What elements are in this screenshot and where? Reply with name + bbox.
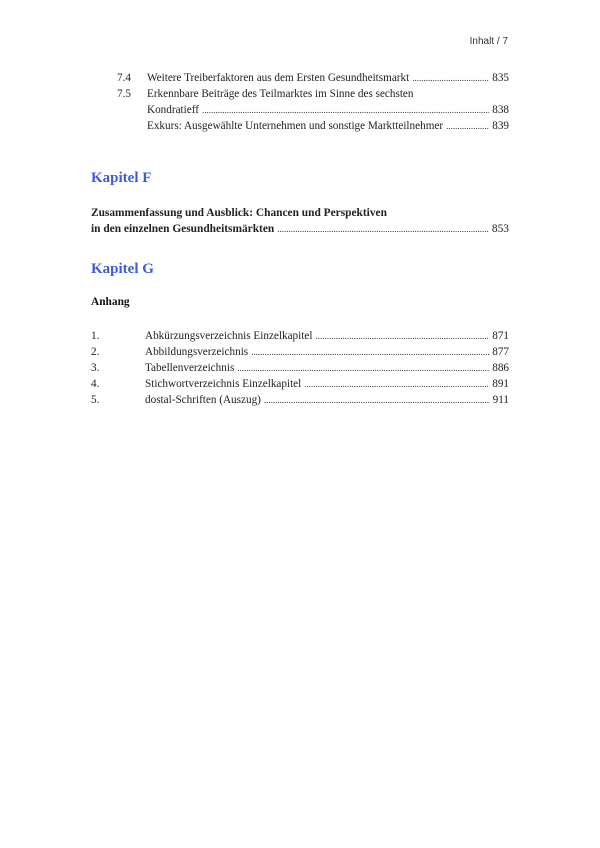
toc-entry [91, 205, 509, 221]
page-header: Inhalt / 7 [469, 36, 508, 47]
toc-entry [91, 221, 509, 237]
entry-page: 877 [492, 346, 509, 358]
dot-leader [412, 70, 489, 86]
dot-leader [237, 360, 489, 376]
entry-number: 4. [91, 378, 100, 390]
dot-leader [277, 221, 489, 237]
chapter-g-title: Kapitel G [91, 261, 154, 277]
entry-title: Erkennbare Beiträge des Teilmarktes im Sinne des sechsten [147, 88, 414, 100]
appendix-list [91, 328, 509, 408]
entry-title: Exkurs: Ausgewählte Unternehmen und sonstige Marktteilnehmer [147, 120, 444, 132]
toc-entry [91, 376, 509, 392]
dot-leader [264, 392, 490, 408]
entry-title: Abkürzungsverzeichnis Einzelkapitel [145, 330, 313, 342]
toc-continuation [117, 70, 509, 134]
entry-page: 871 [492, 330, 509, 342]
toc-entry [91, 344, 509, 360]
entry-number: 1. [91, 330, 100, 342]
appendix-heading: Anhang [91, 296, 130, 308]
chapter-f-entry [91, 205, 509, 237]
entry-title: Tabellenverzeichnis [145, 362, 235, 374]
entry-title: Weitere Treiberfaktoren aus dem Ersten Gesundheitsmarkt [147, 72, 410, 84]
entry-title: in den einzelnen Gesundheitsmärkten [91, 223, 275, 235]
toc-entry [91, 392, 509, 408]
toc-entry [91, 328, 509, 344]
entry-page: 839 [492, 120, 509, 132]
entry-title: Kondratieff [147, 104, 199, 116]
toc-entry [117, 70, 509, 86]
toc-entry [117, 118, 509, 134]
entry-number: 2. [91, 346, 100, 358]
dot-leader [251, 344, 489, 360]
dot-leader [304, 376, 489, 392]
entry-page: 853 [491, 223, 509, 235]
entry-number: 5. [91, 394, 100, 406]
dot-leader [446, 118, 489, 134]
entry-number: 3. [91, 362, 100, 374]
entry-page: 886 [492, 362, 509, 374]
dot-leader [202, 102, 489, 118]
entry-number: 7.4 [117, 72, 131, 84]
entry-page: 911 [492, 394, 509, 406]
toc-entry [117, 102, 509, 118]
entry-title: dostal-Schriften (Auszug) [145, 394, 261, 406]
chapter-f-title: Kapitel F [91, 170, 152, 186]
entry-number: 7.5 [117, 88, 131, 100]
entry-title: Stichwortverzeichnis Einzelkapitel [145, 378, 302, 390]
entry-page: 835 [492, 72, 509, 84]
entry-title: Abbildungsverzeichnis [145, 346, 249, 358]
dot-leader [315, 328, 489, 344]
entry-title: Zusammenfassung und Ausblick: Chancen und Perspektiven [91, 207, 387, 219]
toc-entry [117, 86, 509, 102]
entry-page: 891 [492, 378, 509, 390]
entry-page: 838 [492, 104, 509, 116]
toc-entry [91, 360, 509, 376]
